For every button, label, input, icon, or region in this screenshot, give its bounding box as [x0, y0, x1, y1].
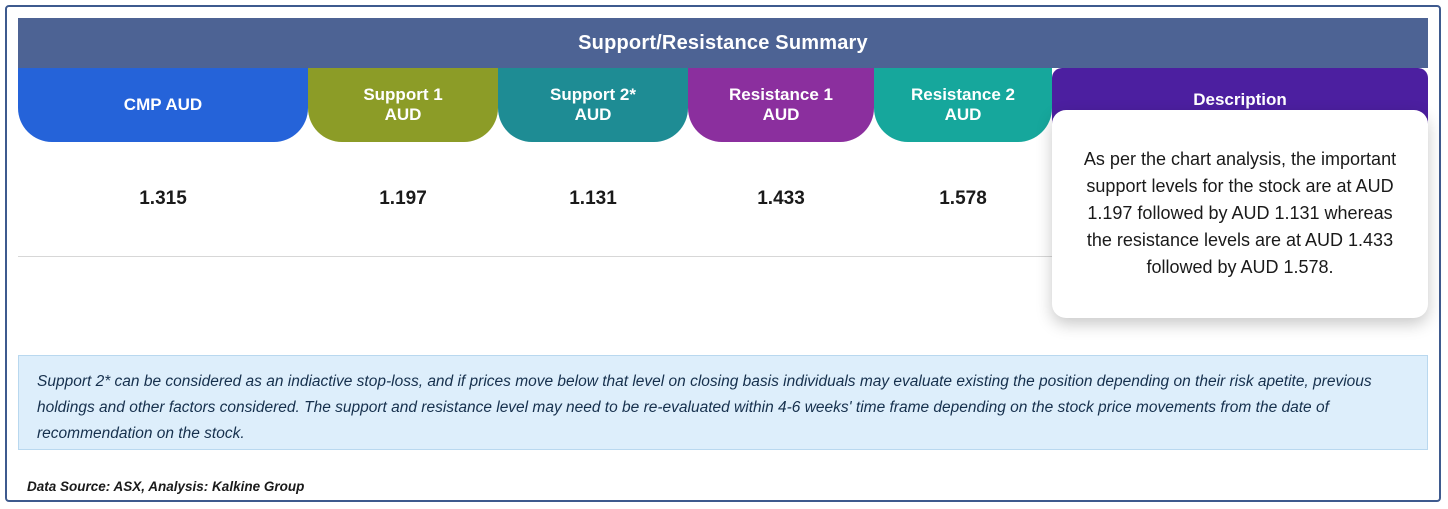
cell-description-text: As per the chart analysis, the important support levels for the stock are at AUD 1.197 followed by AUD 1.131 whereas the resistance levels are at AUD 1.433 followed by AUD 1.578. [1083, 148, 1397, 277]
column-header-resistance-2 [874, 68, 1052, 142]
cell-support-2: 1.131 [569, 188, 617, 209]
data-source-label: Data Source: ASX, Analysis: Kalkine Group [27, 479, 305, 494]
column-header-support-1 [308, 68, 498, 142]
column-header-support-1-line2: AUD [384, 105, 422, 124]
column-header-resistance-1-line2: AUD [762, 105, 800, 124]
column-header-resistance-1-line1: Resistance 1 [729, 85, 833, 104]
cell-support-1: 1.197 [379, 188, 427, 209]
column-header-support-2-line2: AUD [574, 105, 612, 124]
page-title: Support/Resistance Summary [578, 31, 868, 54]
disclaimer-note [18, 355, 1428, 450]
column-header-resistance-2-line1: Resistance 2 [911, 85, 1015, 104]
description-card [1052, 110, 1428, 318]
column-header-resistance-1 [688, 68, 874, 142]
cell-resistance-1: 1.433 [757, 188, 805, 209]
column-header-description-label: Description [1193, 90, 1287, 109]
column-header-resistance-2-line2: AUD [944, 105, 982, 124]
column-header-support-1-line1: Support 1 [363, 85, 443, 104]
report-card [5, 5, 1441, 502]
column-header-cmp [18, 68, 308, 142]
disclaimer-note-text: Support 2* can be considered as an indiactive stop-loss, and if prices move below that level on closing basis individuals may evaluate existing the position depending on their risk apetite, previous holdings and other factors considered. The support and resistance level may need to be re-evaluated within 4-6 weeks' time frame depending on the stock price movements from the date of recommendation on the stock. [37, 373, 1372, 442]
cell-cmp: 1.315 [139, 188, 187, 209]
table-title-bar [18, 18, 1428, 68]
column-header-support-2-line1: Support 2* [550, 85, 636, 104]
cell-resistance-2: 1.578 [939, 188, 987, 209]
column-header-support-2 [498, 68, 688, 142]
column-header-cmp-label: CMP AUD [123, 95, 203, 114]
